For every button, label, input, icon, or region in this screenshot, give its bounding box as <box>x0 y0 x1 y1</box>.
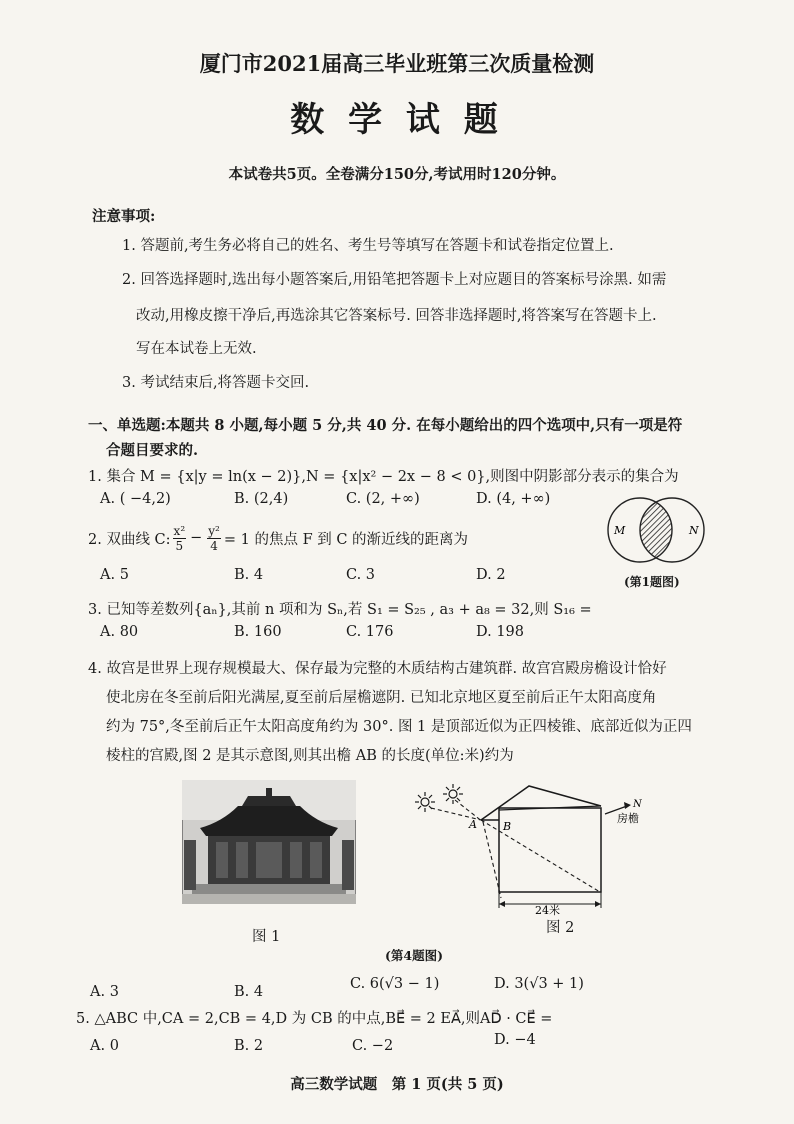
question-4-option-b: B. 4 <box>234 984 264 1000</box>
question-2-option-b: B. 4 <box>234 567 264 583</box>
question-5-option-b: B. 2 <box>234 1038 264 1054</box>
question-2-stem <box>88 520 468 556</box>
label-eave: 房檐 <box>617 812 639 825</box>
question-4-line4: 棱柱的宫殿,图 2 是其示意图,则其出檐 AB 的长度(单位:米)约为 <box>106 748 514 764</box>
question-1-stem: 1. 集合 M = {x|y = ln(x − 2)},N = {x|x² − 2x − 8 < 0},则图中阴影部分表示的集合为 <box>88 469 679 485</box>
venn-label-n: N <box>689 524 699 537</box>
notice-item-2-line2: 改动,用橡皮擦干净后,再选涂其它答案标号. 回答非选择题时,将答案写在答题卡上. <box>136 308 657 324</box>
figure-4-caption: (第4题图) <box>385 948 444 963</box>
question-1-option-b: B. (2,4) <box>234 491 289 507</box>
question-5-option-c: C. −2 <box>352 1038 394 1054</box>
question-5-option-d: D. −4 <box>494 1032 536 1048</box>
question-5-stem: 5. △ABC 中,CA = 2,CB = 4,D 为 CB 的中点,BE⃗ = 2 EA⃗,则AD⃗ · CE⃗ = <box>76 1011 553 1027</box>
question-2-option-c: C. 3 <box>346 567 376 583</box>
question-1-option-a: A. ( −4,2) <box>100 491 171 507</box>
section-heading-line2: 合题目要求的. <box>106 442 199 459</box>
exam-title: 厦门市2021届高三毕业班第三次质量检测 <box>199 51 595 76</box>
notice-item-1: 1. 答题前,考生务必将自己的姓名、考生号等填写在答题卡和试卷指定位置上. <box>122 238 614 254</box>
label-width: 24米 <box>535 904 560 917</box>
sun-icon <box>415 792 435 812</box>
question-2-option-d: D. 2 <box>476 567 506 583</box>
question-4-option-c: C. 6(√3 − 1) <box>350 976 440 992</box>
figure-2-label: 图 2 <box>546 920 575 936</box>
fraction-1-denominator: 5 <box>175 538 184 553</box>
fraction-1-numerator: x² <box>173 523 186 538</box>
question-4-option-d: D. 3(√3 + 1) <box>494 976 584 992</box>
figure-1-label: 图 1 <box>252 929 281 945</box>
notice-item-2-line1: 2. 回答选择题时,选出每小题答案后,用铅笔把答题卡上对应题目的答案标号涂黑. 如需 <box>122 272 667 288</box>
palace-photo <box>182 780 356 904</box>
question-2-fraction-2 <box>207 524 221 553</box>
question-2-minus: − <box>190 530 203 546</box>
notice-item-3: 3. 考试结束后,将答题卡交回. <box>122 375 310 391</box>
label-n: N <box>633 799 642 810</box>
fraction-2-numerator: y² <box>208 523 220 538</box>
sun-icon-2 <box>443 784 463 804</box>
question-3-option-d: D. 198 <box>476 624 525 640</box>
section-heading-line1: 一、单选题:本题共 8 小题,每小题 5 分,共 40 分. 在每小题给出的四个选项中,只有一项是符 <box>88 417 683 434</box>
info-line: 本试卷共5页。全卷满分150分,考试用时120分钟。 <box>228 166 566 183</box>
venn-diagram <box>600 492 710 572</box>
notice-item-2-line3: 写在本试卷上无效. <box>136 341 257 357</box>
subject-title: 数 学 试 题 <box>290 100 504 140</box>
fraction-2-denominator: 4 <box>210 538 218 553</box>
question-4-option-a: A. 3 <box>90 984 119 1000</box>
label-b: B <box>503 820 512 833</box>
question-3-stem: 3. 已知等差数列{aₙ},其前 n 项和为 Sₙ,若 S₁ = S₂₅ , a₃ + a₈ = 32,则 S₁₆ = <box>88 602 592 618</box>
question-4-line2: 使北房在冬至前后阳光满屋,夏至前后屋檐遮阴. 已知北京地区夏至前后正午太阳高度角 <box>106 690 657 706</box>
label-a: A <box>469 818 477 831</box>
question-2-option-a: A. 5 <box>100 567 129 583</box>
figure-1-caption: (第1题图) <box>624 575 680 589</box>
question-3-option-b: B. 160 <box>234 624 282 640</box>
palace-schematic <box>405 780 665 930</box>
venn-label-m: M <box>614 524 626 537</box>
question-4-line3: 约为 75°,冬至前后正午太阳高度角约为 30°. 图 1 是顶部近似为正四棱锥、底部近似为正四 <box>106 719 692 735</box>
question-5-option-a: A. 0 <box>90 1038 119 1054</box>
question-1-option-d: D. (4, +∞) <box>476 491 551 507</box>
question-2-prefix: 2. 双曲线 C: <box>88 531 171 548</box>
question-2-fraction-1 <box>173 524 187 553</box>
question-2-suffix: = 1 的焦点 F 到 C 的渐近线的距离为 <box>223 531 469 548</box>
notice-heading: 注意事项: <box>92 208 156 225</box>
question-3-option-c: C. 176 <box>346 624 394 640</box>
question-3-option-a: A. 80 <box>100 624 139 640</box>
page-footer: 高三数学试题 第 1 页(共 5 页) <box>290 1076 504 1093</box>
question-1-option-c: C. (2, +∞) <box>346 491 420 507</box>
question-4-line1: 4. 故宫是世界上现存规模最大、保存最为完整的木质结构古建筑群. 故宫宫殿房檐设计恰好 <box>88 661 667 677</box>
